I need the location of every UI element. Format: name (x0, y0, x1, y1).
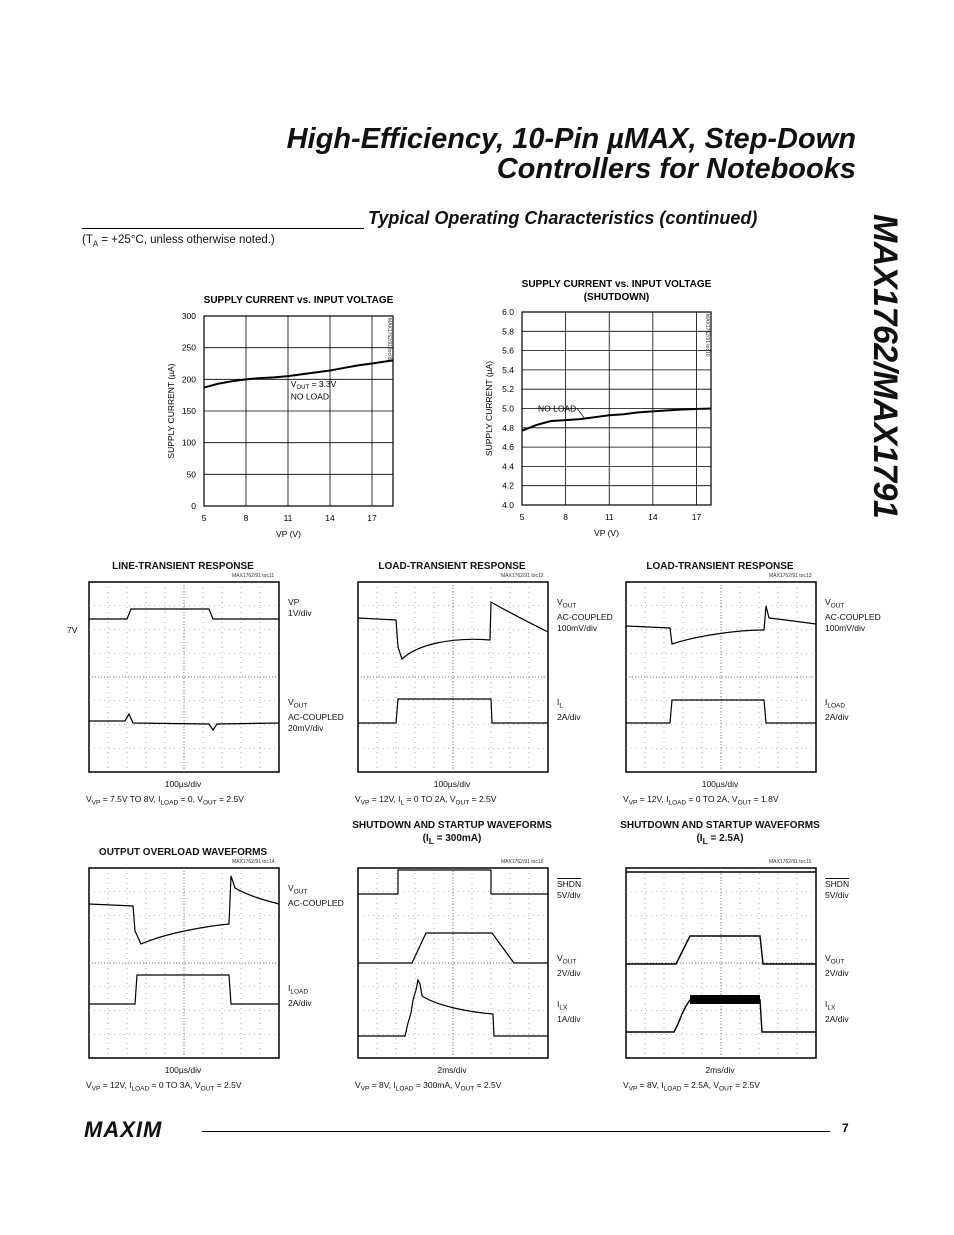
footer-rule (202, 1131, 830, 1132)
conditions-note: ($T_A = +25^\circ C$, unless otherwise noted.) (82, 234, 275, 249)
x-tick-label: 5 (519, 512, 525, 522)
x-axis-label: VP (V) (276, 529, 301, 539)
y-tick-label: 4.8 (502, 422, 514, 433)
annotation-vout: $V_{OUT} = 3.3V$ (290, 378, 337, 391)
annotation-leader (577, 409, 584, 419)
series-line (204, 360, 393, 387)
y-tick-label: 250 (181, 342, 196, 353)
chart-subtitle: (SHUTDOWN) (583, 292, 650, 303)
scope-screen (625, 581, 817, 773)
scope-screen (357, 581, 549, 773)
scope-screen (357, 867, 549, 1059)
y-tick-label: 0 (191, 501, 196, 511)
y-tick-label: 5.0 (502, 403, 514, 414)
channel-label: $I_{LOAD}$ 2A/div (288, 983, 312, 1008)
y-axis-label: SUPPLY CURRENT (µA) (484, 360, 494, 457)
timebase-label: 100µs/div (164, 1065, 202, 1075)
x-tick-label: 8 (243, 513, 249, 523)
chart-id: MAX1762/91 toc10 (704, 314, 710, 357)
scope-title: LINE-TRANSIENT RESPONSE (112, 561, 254, 572)
test-conditions: $V_{VP} = 12V$, $I_L = 0$ TO 2A, $V_{OUT} = 2.5V$ (355, 794, 497, 807)
chart-id: MAX1762/91 toc09 (386, 318, 392, 361)
channel-label: $I_{LX}$ 1A/div (557, 999, 581, 1024)
annotation-noload: NO LOAD (290, 391, 330, 402)
channel-label: $I_{LOAD}$ 2A/div (825, 697, 849, 722)
chart-supply-current (150, 290, 410, 550)
scope-title: SHUTDOWN AND STARTUP WAVEFORMS $(I_L = 300mA)$ (352, 820, 552, 846)
timebase-label: 100µs/div (701, 779, 739, 789)
y-tick-label: 150 (181, 406, 196, 416)
chart-svg (150, 290, 410, 550)
channel-label: VP 1V/div (288, 597, 312, 618)
page-number: 7 (842, 1121, 849, 1135)
scope-id: MAX1762/91 toc14 (232, 859, 275, 865)
x-axis-label: VP (V) (594, 528, 619, 538)
timebase-label: 2ms/div (437, 1065, 467, 1075)
x-tick-label: 5 (201, 513, 207, 523)
y-tick-label: 4.4 (502, 461, 514, 472)
channel-label: $V_{OUT}$ AC-COUPLED (288, 883, 344, 908)
x-tick-label: 14 (325, 513, 335, 523)
scope-id: MAX1762/91 toc15 (501, 859, 544, 865)
y-tick-label: 4.2 (502, 480, 514, 491)
x-tick-label: 17 (367, 513, 377, 523)
y-tick-label: 4.0 (502, 500, 514, 510)
y-axis-label: SUPPLY CURRENT (µA) (166, 363, 176, 459)
channel-label: $I_{LX}$ 2A/div (825, 999, 849, 1024)
y-tick-label: 300 (181, 311, 196, 321)
section-heading: Typical Operating Characteristics (continued) (368, 208, 758, 228)
test-conditions: $V_{VP} = 7.5V$ TO 8V, $I_{LOAD} = 0$, $V_{OUT} = 2.5V$ (86, 794, 244, 807)
scope-id: MAX1762/91 toc11 (232, 573, 275, 579)
scope-ripple (690, 995, 760, 1004)
channel-label: $V_{OUT}$ AC-COUPLED 100mV/div (557, 597, 613, 633)
scope-title: OUTPUT OVERLOAD WAVEFORMS (98, 847, 268, 858)
chart-supply-current-shutdown (468, 275, 758, 550)
y-tick-label: 200 (181, 374, 196, 385)
timebase-label: 100µs/div (433, 779, 471, 789)
scope-title: LOAD-TRANSIENT RESPONSE (378, 561, 526, 572)
scope-screen (88, 867, 280, 1059)
chart-title: SUPPLY CURRENT vs. INPUT VOLTAGE (521, 279, 712, 290)
channel-label: $V_{OUT}$ 2V/div (557, 953, 581, 978)
scope-id: MAX1762/91 toc12 (501, 573, 544, 579)
test-conditions: $V_{VP} = 8V$, $I_{LOAD} = 300mA$, $V_{OUT} = 2.5V$ (355, 1080, 502, 1093)
chart-svg (468, 275, 758, 550)
y-tick-label: 5.6 (502, 345, 514, 356)
channel-label: SHDN 5V/div (825, 879, 850, 900)
channel-label: $I_L$ 2A/div (557, 697, 581, 722)
side-title: MAX1762/MAX1791 (866, 214, 904, 519)
x-tick-label: 11 (604, 512, 614, 522)
channel-label: $V_{OUT}$ 2V/div (825, 953, 849, 978)
section-rule (82, 228, 364, 229)
test-conditions: $V_{VP} = 12V$, $I_{LOAD} = 0$ TO 2A, $V_{OUT} = 1.8V$ (623, 794, 779, 807)
scope-screen (625, 867, 817, 1059)
maxim-logo: MAXIM (84, 1117, 163, 1142)
timebase-label: 2ms/div (705, 1065, 735, 1075)
scope-title: SHUTDOWN AND STARTUP WAVEFORMS $(I_L = 2.5A)$ (620, 820, 820, 846)
left-offset-label: 7V (67, 625, 78, 635)
chart-title: SUPPLY CURRENT vs. INPUT VOLTAGE (203, 295, 394, 306)
test-conditions: $V_{VP} = 8V$, $I_{LOAD} = 2.5A$, $V_{OUT} = 2.5V$ (623, 1080, 760, 1093)
scope-id: MAX1762/91 toc16 (769, 859, 812, 865)
page-title-line1: High-Efficiency, 10-Pin µMAX, Step-Down (286, 123, 856, 155)
y-tick-label: 5.4 (502, 364, 514, 375)
annotation-noload: NO LOAD (537, 403, 577, 414)
channel-label: SHDN 5V/div (557, 879, 582, 900)
y-tick-label: 100 (181, 437, 196, 448)
x-tick-label: 11 (283, 513, 293, 523)
y-tick-label: 4.6 (502, 442, 514, 453)
test-conditions: $V_{VP} = 12V$, $I_{LOAD} = 0$ TO 3A, $V_{OUT} = 2.5V$ (86, 1080, 242, 1093)
timebase-label: 100µs/div (164, 779, 202, 789)
channel-label: $V_{OUT}$ AC-COUPLED 20mV/div (288, 697, 344, 733)
y-tick-label: 5.2 (502, 384, 514, 395)
x-tick-label: 17 (691, 512, 702, 522)
channel-label: $V_{OUT}$ AC-COUPLED 100mV/div (825, 597, 881, 633)
scope-id: MAX1762/91 toc13 (769, 573, 812, 579)
y-tick-label: 6.0 (502, 307, 514, 317)
x-tick-label: 8 (563, 512, 568, 522)
scope-title: LOAD-TRANSIENT RESPONSE (646, 561, 794, 572)
page-title-line2: Controllers for Notebooks (496, 153, 856, 185)
y-tick-label: 5.8 (502, 326, 514, 337)
y-tick-label: 50 (186, 469, 196, 480)
x-tick-label: 14 (648, 512, 658, 522)
scope-screen (88, 581, 280, 773)
